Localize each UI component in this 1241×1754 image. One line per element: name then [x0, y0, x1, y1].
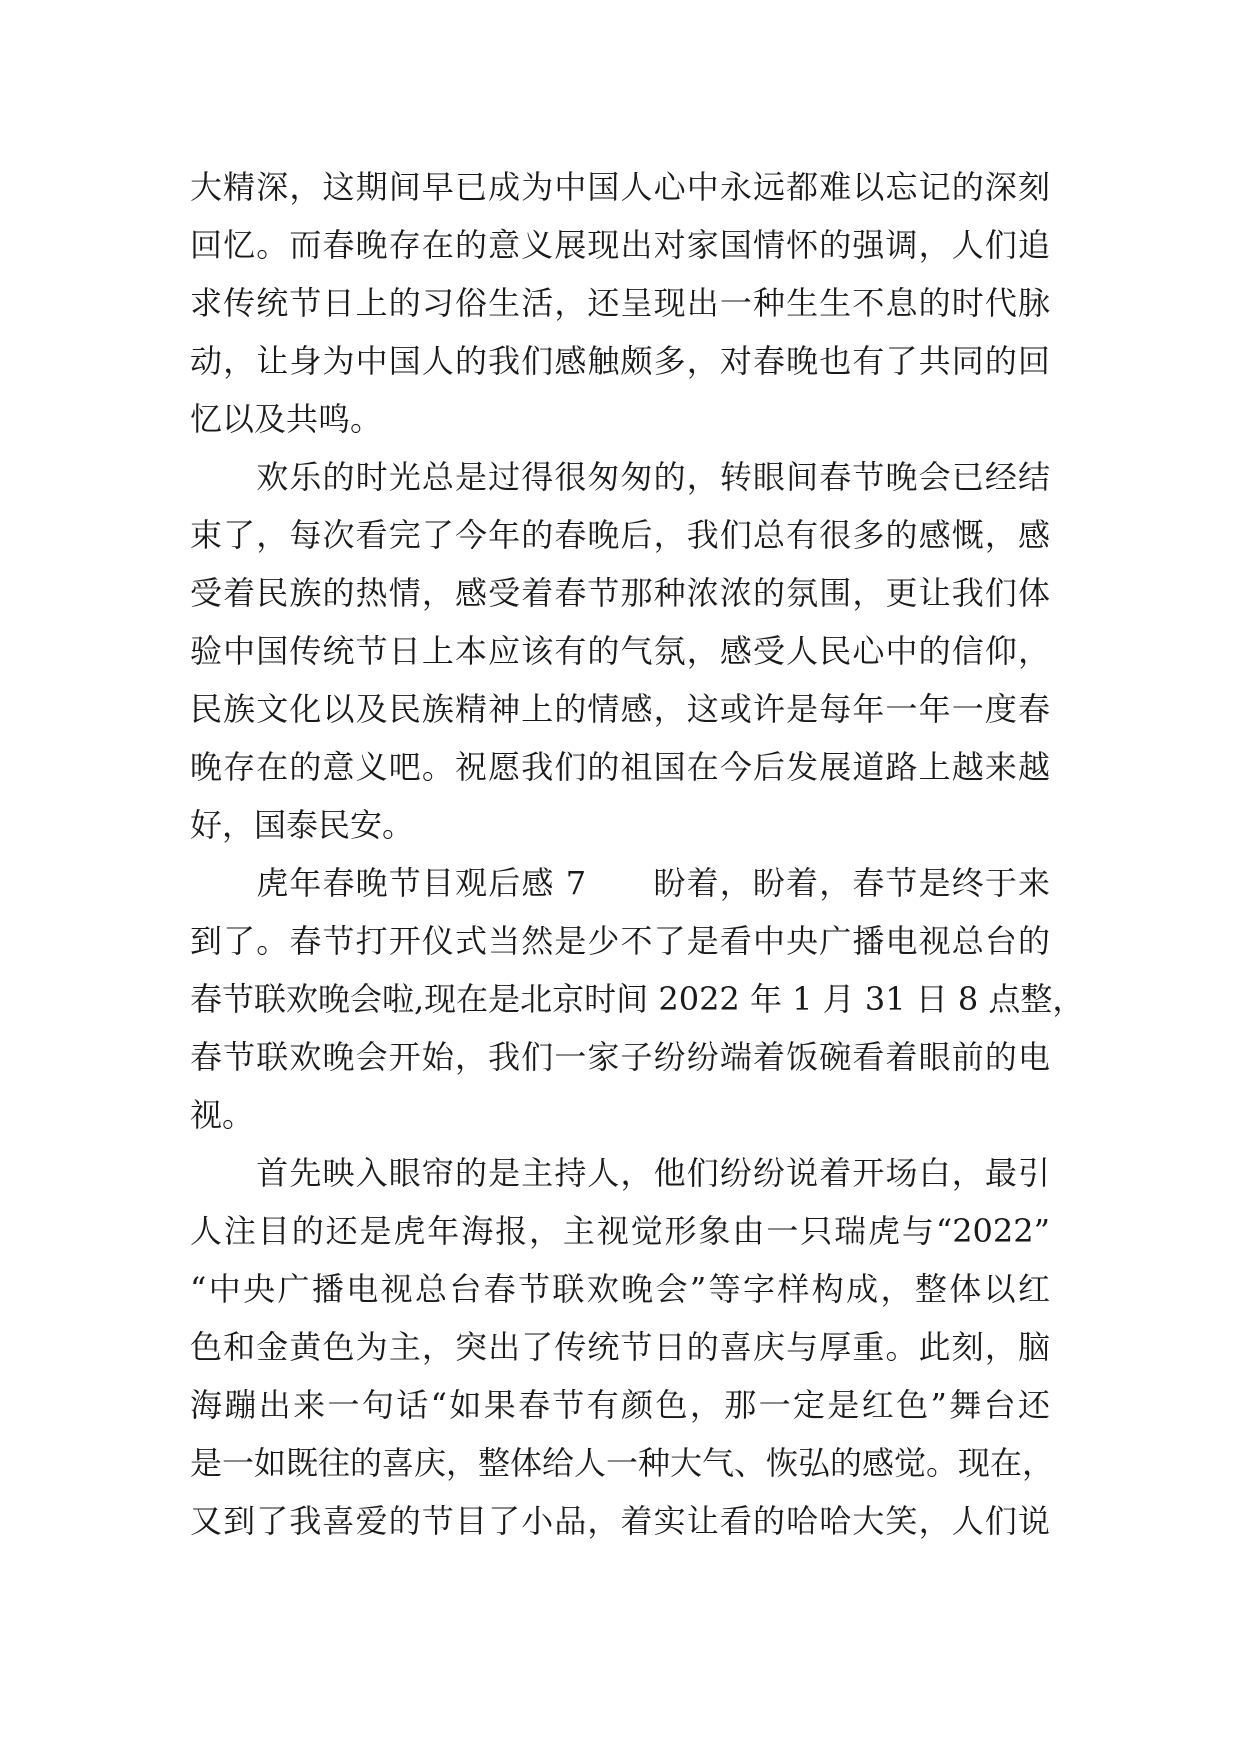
text-line: 是一如既往的喜庆，整体给人一种大气、恢弘的感觉。现在，	[190, 1444, 1055, 1482]
text-line: 受着民族的热情，感受着春节那种浓浓的氛围，更让我们体	[190, 574, 1050, 612]
text-line: 晚存在的意义吧。祝愿我们的祖国在今后发展道路上越来越	[190, 748, 1050, 786]
text-line: “中央广播电视总台春节联欢晚会”等字样构成，整体以红	[190, 1270, 1050, 1308]
text-line: 春节联欢晚会啦,现在是北京时间 2022 年 1 月 31 日 8 点整，	[190, 980, 1085, 1018]
text-line: 色和金黄色为主，突出了传统节日的喜庆与厚重。此刻，脑	[190, 1328, 1050, 1366]
text-line: 忆以及共鸣。	[190, 400, 383, 438]
text-line: 视。	[190, 1096, 255, 1134]
text-line: 好，国泰民安。	[190, 806, 415, 844]
text-line: 动，让身为中国人的我们感触颇多，对春晚也有了共同的回	[190, 342, 1050, 380]
text-line: 又到了我喜爱的节目了小品，着实让看的哈哈大笑，人们说	[190, 1502, 1050, 1540]
text-line: 回忆。而春晚存在的意义展现出对家国情怀的强调，人们追	[190, 226, 1050, 264]
text-line: 欢乐的时光总是过得很匆匆的，转眼间春节晚会已经结	[190, 458, 1050, 496]
text-line: 到了。春节打开仪式当然是少不了是看中央广播电视总台的	[190, 922, 1050, 960]
text-line: 人注目的还是虎年海报，主视觉形象由一只瑞虎与“2022”	[190, 1212, 1050, 1250]
text-line: 验中国传统节日上本应该有的气氛，感受人民心中的信仰，	[190, 632, 1050, 670]
text-line: 大精深，这期间早已成为中国人心中永远都难以忘记的深刻	[190, 168, 1050, 206]
text-line: 求传统节日上的习俗生活，还呈现出一种生生不息的时代脉	[190, 284, 1050, 322]
text-line: 束了，每次看完了今年的春晚后，我们总有很多的感慨，感	[190, 516, 1050, 554]
text-line: 首先映入眼帘的是主持人，他们纷纷说着开场白，最引	[190, 1154, 1050, 1192]
text-line: 海蹦出来一句话“如果春节有颜色，那一定是红色”舞台还	[190, 1386, 1050, 1424]
text-line: 虎年春晚节目观后感 7 盼着，盼着，春节是终于来	[190, 864, 1050, 902]
text-line: 民族文化以及民族精神上的情感，这或许是每年一年一度春	[190, 690, 1050, 728]
document-body	[190, 158, 1085, 1550]
text-line: 春节联欢晚会开始，我们一家子纷纷端着饭碗看着眼前的电	[190, 1038, 1050, 1076]
